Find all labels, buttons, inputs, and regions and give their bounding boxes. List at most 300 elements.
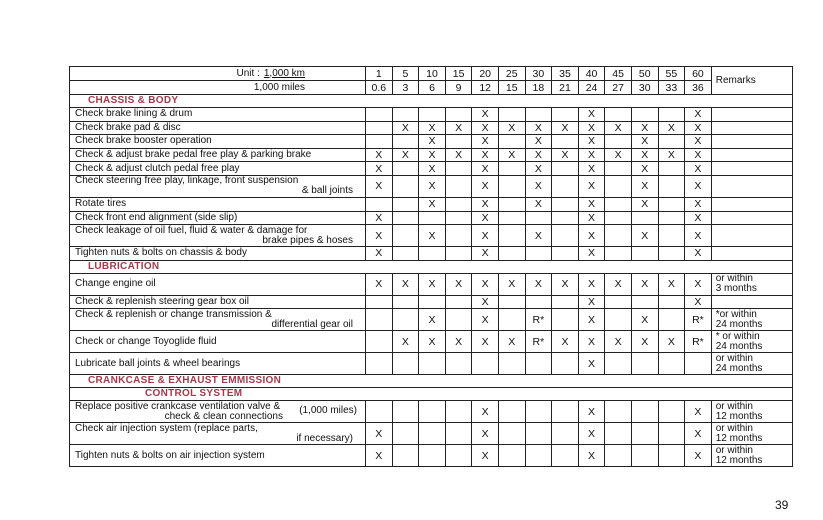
item-label: Check front end alignment (side slip) — [75, 211, 238, 223]
interval-mark: X — [685, 211, 712, 225]
km-header: 10 — [419, 67, 446, 81]
interval-mark — [498, 162, 525, 176]
interval-mark — [658, 247, 685, 261]
interval-mark — [392, 247, 419, 261]
item-label-continued: brake pipes & hoses — [262, 234, 353, 246]
interval-mark — [445, 108, 472, 122]
interval-mark — [525, 445, 552, 467]
interval-mark: X — [631, 162, 658, 176]
interval-mark: X — [578, 445, 605, 467]
remark-cell — [711, 148, 792, 162]
interval-mark: X — [472, 175, 499, 197]
interval-mark: X — [631, 121, 658, 135]
interval-mark — [498, 211, 525, 225]
interval-mark: X — [685, 197, 712, 211]
interval-mark — [445, 225, 472, 247]
interval-mark: X — [419, 162, 446, 176]
interval-mark — [552, 353, 579, 375]
interval-mark — [605, 108, 632, 122]
remark-text-continued: 12 months — [715, 432, 763, 444]
interval-mark: X — [498, 148, 525, 162]
schedule-row — [70, 197, 793, 211]
interval-mark: X — [366, 162, 393, 176]
interval-mark — [631, 211, 658, 225]
item-label-continued: & ball joints — [301, 185, 353, 197]
header-row-miles — [70, 81, 793, 95]
item-label: Lubricate ball joints & wheel bearings — [75, 357, 241, 369]
interval-mark — [392, 295, 419, 309]
item-label-continued: if necessary) — [296, 432, 353, 444]
interval-mark — [498, 295, 525, 309]
miles-header: 9 — [445, 81, 472, 95]
km-header: 35 — [552, 67, 579, 81]
section-chassis-body — [70, 95, 793, 108]
interval-mark: X — [472, 247, 499, 261]
interval-mark — [445, 401, 472, 423]
interval-mark: X — [419, 135, 446, 149]
interval-mark — [605, 423, 632, 445]
interval-mark: X — [445, 121, 472, 135]
interval-mark: X — [472, 211, 499, 225]
interval-mark — [631, 247, 658, 261]
interval-mark: X — [685, 225, 712, 247]
interval-mark — [366, 309, 393, 331]
interval-mark: X — [578, 295, 605, 309]
interval-mark: X — [445, 273, 472, 295]
interval-mark: X — [472, 331, 499, 353]
interval-mark — [605, 225, 632, 247]
miles-header: 21 — [552, 81, 579, 95]
remark-cell — [711, 273, 792, 295]
miles-header: 15 — [498, 81, 525, 95]
interval-mark: X — [578, 148, 605, 162]
schedule-row — [70, 331, 793, 353]
interval-mark: X — [419, 197, 446, 211]
interval-mark — [552, 135, 579, 149]
interval-mark: X — [525, 121, 552, 135]
interval-mark: X — [685, 273, 712, 295]
section-title: CRANKCASE & EXHAUST EMMISSION — [70, 375, 793, 388]
remark-cell — [711, 211, 792, 225]
miles-header: 36 — [685, 81, 712, 95]
interval-mark — [525, 353, 552, 375]
schedule-row — [70, 423, 793, 445]
km-header: 5 — [392, 67, 419, 81]
remarks-header: Remarks — [711, 67, 792, 95]
interval-mark — [366, 401, 393, 423]
interval-mark: X — [631, 273, 658, 295]
km-header: 20 — [472, 67, 499, 81]
interval-mark — [685, 353, 712, 375]
interval-mark — [392, 445, 419, 467]
remark-cell — [711, 225, 792, 247]
interval-mark — [498, 135, 525, 149]
interval-mark: X — [631, 225, 658, 247]
interval-mark: X — [472, 197, 499, 211]
interval-mark: X — [366, 211, 393, 225]
schedule-row — [70, 211, 793, 225]
interval-mark: X — [472, 423, 499, 445]
interval-mark — [419, 423, 446, 445]
interval-mark — [552, 108, 579, 122]
interval-mark: X — [392, 148, 419, 162]
remark-text: or within — [715, 444, 753, 456]
interval-mark: X — [498, 273, 525, 295]
remark-cell — [711, 353, 792, 375]
interval-mark: X — [685, 162, 712, 176]
interval-mark — [631, 445, 658, 467]
remark-text-continued: 24 months — [715, 362, 763, 374]
interval-mark — [445, 353, 472, 375]
interval-mark: X — [631, 309, 658, 331]
interval-mark — [631, 108, 658, 122]
interval-mark: X — [472, 445, 499, 467]
km-header: 15 — [445, 67, 472, 81]
interval-mark: X — [525, 162, 552, 176]
unit-label: Unit : — [236, 67, 260, 79]
interval-mark — [552, 225, 579, 247]
interval-mark — [525, 211, 552, 225]
interval-mark: X — [578, 273, 605, 295]
remark-cell — [711, 175, 792, 197]
interval-mark: X — [578, 121, 605, 135]
item-label: Check brake booster operation — [75, 135, 212, 147]
interval-mark — [445, 162, 472, 176]
interval-mark — [366, 295, 393, 309]
interval-mark — [631, 423, 658, 445]
interval-mark: X — [605, 331, 632, 353]
interval-mark: X — [685, 121, 712, 135]
interval-mark — [366, 331, 393, 353]
interval-mark: X — [578, 225, 605, 247]
interval-mark: X — [419, 331, 446, 353]
interval-mark — [605, 162, 632, 176]
interval-mark: X — [472, 162, 499, 176]
interval-mark — [605, 445, 632, 467]
item-label: Check & replenish or change transmission & — [75, 308, 272, 320]
unit-miles: 1,000 miles — [253, 81, 305, 93]
interval-mark: X — [366, 247, 393, 261]
remark-text: * or within — [715, 330, 760, 342]
miles-header: 6 — [419, 81, 446, 95]
unit-miles-cell — [70, 81, 366, 95]
interval-mark: X — [552, 148, 579, 162]
interval-mark: X — [472, 273, 499, 295]
miles-header: 3 — [392, 81, 419, 95]
item-label: Check air injection system (replace parts, — [75, 422, 258, 434]
interval-mark — [498, 401, 525, 423]
interval-mark — [605, 135, 632, 149]
interval-mark: X — [685, 135, 712, 149]
remark-text: *or within — [715, 308, 757, 320]
item-cell — [70, 309, 366, 331]
remark-cell — [711, 331, 792, 353]
interval-mark: X — [525, 225, 552, 247]
item-label: Check brake lining & drum — [75, 108, 193, 120]
interval-mark: X — [685, 445, 712, 467]
interval-mark — [392, 309, 419, 331]
item-label: Rotate tires — [75, 198, 127, 210]
schedule-row — [70, 175, 793, 197]
section-crankcase — [70, 388, 793, 401]
km-header: 60 — [685, 67, 712, 81]
interval-mark: R* — [685, 309, 712, 331]
interval-mark: R* — [525, 331, 552, 353]
interval-mark: X — [366, 273, 393, 295]
interval-mark: X — [419, 175, 446, 197]
interval-mark: X — [578, 135, 605, 149]
remark-cell — [711, 121, 792, 135]
interval-mark — [525, 295, 552, 309]
interval-mark — [498, 175, 525, 197]
remark-text: or within — [715, 352, 753, 364]
interval-mark — [419, 247, 446, 261]
page-number: 39 — [775, 498, 789, 512]
schedule-row — [70, 247, 793, 261]
interval-mark — [552, 445, 579, 467]
km-header: 55 — [658, 67, 685, 81]
interval-mark — [605, 247, 632, 261]
interval-mark — [498, 445, 525, 467]
interval-mark: X — [472, 309, 499, 331]
interval-mark: X — [472, 401, 499, 423]
maintenance-schedule-table — [69, 66, 793, 467]
interval-mark — [605, 353, 632, 375]
interval-mark: X — [525, 273, 552, 295]
remark-text: or within — [715, 273, 753, 285]
section-title: CHASSIS & BODY — [70, 95, 793, 108]
interval-mark: X — [392, 121, 419, 135]
item-label-continued: differential gear oil — [271, 318, 353, 330]
item-cell — [70, 175, 366, 197]
interval-mark — [445, 135, 472, 149]
km-header: 45 — [605, 67, 632, 81]
interval-mark: X — [472, 135, 499, 149]
interval-mark — [658, 135, 685, 149]
interval-mark — [658, 162, 685, 176]
remark-cell — [711, 247, 792, 261]
interval-mark — [658, 108, 685, 122]
interval-mark — [366, 135, 393, 149]
interval-mark — [419, 353, 446, 375]
interval-mark: X — [419, 309, 446, 331]
item-label-continued: check & clean connections — [164, 410, 283, 422]
interval-mark — [658, 423, 685, 445]
interval-mark: X — [498, 331, 525, 353]
interval-mark: X — [578, 175, 605, 197]
remark-text-continued: 12 months — [715, 410, 763, 422]
unit-km: 1,000 km — [263, 67, 305, 79]
interval-mark: X — [366, 225, 393, 247]
item-cell — [70, 135, 366, 149]
interval-mark: X — [366, 445, 393, 467]
interval-mark: X — [472, 148, 499, 162]
item-label: Check & replenish steering gear box oil — [75, 296, 249, 308]
interval-mark — [445, 197, 472, 211]
interval-mark — [366, 197, 393, 211]
interval-mark — [392, 175, 419, 197]
section-title: LUBRICATION — [70, 260, 793, 273]
remark-text-continued: 24 months — [715, 318, 763, 330]
item-cell — [70, 225, 366, 247]
item-label: Check & adjust clutch pedal free play — [75, 162, 240, 174]
interval-mark — [658, 401, 685, 423]
interval-mark: X — [658, 121, 685, 135]
interval-mark: X — [366, 148, 393, 162]
miles-header: 33 — [658, 81, 685, 95]
interval-mark — [658, 445, 685, 467]
section-lubrication — [70, 260, 793, 273]
interval-mark: X — [578, 197, 605, 211]
schedule-row — [70, 108, 793, 122]
interval-mark: X — [552, 331, 579, 353]
interval-mark: X — [631, 135, 658, 149]
interval-mark — [498, 423, 525, 445]
item-cell — [70, 295, 366, 309]
interval-mark — [392, 353, 419, 375]
item-label: Check or change Toyoglide fluid — [75, 335, 217, 347]
interval-mark: X — [552, 273, 579, 295]
interval-mark — [419, 295, 446, 309]
interval-mark: X — [605, 273, 632, 295]
schedule-row — [70, 225, 793, 247]
interval-mark — [552, 401, 579, 423]
interval-mark — [498, 197, 525, 211]
item-label: Change engine oil — [75, 278, 156, 290]
interval-mark — [419, 401, 446, 423]
interval-mark — [552, 162, 579, 176]
item-label: Tighten nuts & bolts on air injection system — [75, 449, 265, 461]
interval-mark: X — [419, 225, 446, 247]
interval-mark — [658, 211, 685, 225]
interval-mark: X — [472, 295, 499, 309]
item-cell — [70, 331, 366, 353]
interval-mark: X — [685, 423, 712, 445]
interval-mark — [445, 423, 472, 445]
interval-mark — [552, 423, 579, 445]
item-cell — [70, 197, 366, 211]
interval-mark — [552, 197, 579, 211]
interval-mark: X — [631, 148, 658, 162]
interval-mark — [366, 108, 393, 122]
interval-mark — [392, 108, 419, 122]
interval-mark — [366, 353, 393, 375]
interval-mark — [498, 225, 525, 247]
interval-mark: X — [578, 423, 605, 445]
schedule-row — [70, 148, 793, 162]
interval-mark: X — [498, 121, 525, 135]
remark-text: or within — [715, 400, 753, 412]
interval-mark: X — [578, 162, 605, 176]
interval-mark — [658, 225, 685, 247]
remark-text-continued: 24 months — [715, 340, 763, 352]
item-cell — [70, 148, 366, 162]
interval-mark — [419, 108, 446, 122]
miles-header: 27 — [605, 81, 632, 95]
interval-mark — [525, 423, 552, 445]
km-header: 50 — [631, 67, 658, 81]
interval-mark: X — [578, 353, 605, 375]
item-cell — [70, 445, 366, 467]
interval-mark — [498, 108, 525, 122]
schedule-row — [70, 162, 793, 176]
remark-text-continued: 3 months — [715, 283, 757, 295]
interval-mark — [658, 197, 685, 211]
schedule-row — [70, 309, 793, 331]
interval-mark: X — [605, 148, 632, 162]
interval-mark — [525, 108, 552, 122]
interval-mark: X — [472, 121, 499, 135]
item-label: Check & adjust brake pedal free play & parking brake — [75, 149, 312, 161]
interval-mark — [658, 295, 685, 309]
interval-mark — [392, 197, 419, 211]
item-cell — [70, 273, 366, 295]
interval-mark — [552, 247, 579, 261]
interval-mark: X — [578, 401, 605, 423]
interval-mark — [631, 353, 658, 375]
schedule-row — [70, 295, 793, 309]
remark-cell — [711, 445, 792, 467]
miles-header: 30 — [631, 81, 658, 95]
interval-mark — [658, 353, 685, 375]
remark-cell — [711, 423, 792, 445]
item-label: Check steering free play, linkage, front suspension — [75, 175, 299, 187]
interval-mark: X — [658, 273, 685, 295]
interval-mark — [605, 175, 632, 197]
interval-mark — [498, 353, 525, 375]
interval-mark — [445, 175, 472, 197]
interval-mark — [658, 309, 685, 331]
interval-mark: X — [525, 135, 552, 149]
miles-header: 12 — [472, 81, 499, 95]
item-cell — [70, 121, 366, 135]
interval-mark — [392, 135, 419, 149]
interval-mark: X — [419, 121, 446, 135]
section-title: CONTROL SYSTEM — [70, 388, 793, 401]
km-header: 40 — [578, 67, 605, 81]
section-crankcase — [70, 375, 793, 388]
interval-mark: X — [685, 295, 712, 309]
interval-mark: X — [419, 273, 446, 295]
km-header: 30 — [525, 67, 552, 81]
item-label: Replace positive crankcase ventilation valve & — [75, 400, 281, 412]
interval-mark: X — [578, 309, 605, 331]
interval-mark: X — [578, 331, 605, 353]
interval-mark — [631, 295, 658, 309]
interval-mark: X — [366, 175, 393, 197]
interval-mark: X — [366, 423, 393, 445]
interval-mark: X — [658, 331, 685, 353]
item-cell — [70, 401, 366, 423]
interval-mark — [419, 445, 446, 467]
interval-mark: X — [392, 331, 419, 353]
interval-mark — [392, 423, 419, 445]
remark-cell — [711, 135, 792, 149]
interval-mark — [445, 445, 472, 467]
interval-mark: X — [631, 175, 658, 197]
remark-cell — [711, 108, 792, 122]
interval-mark — [445, 247, 472, 261]
schedule-row — [70, 445, 793, 467]
item-cell — [70, 162, 366, 176]
interval-mark: X — [631, 197, 658, 211]
interval-mark: X — [578, 247, 605, 261]
interval-mark — [658, 175, 685, 197]
km-header: 25 — [498, 67, 525, 81]
interval-mark: X — [445, 148, 472, 162]
interval-mark: X — [445, 331, 472, 353]
interval-mark — [605, 295, 632, 309]
